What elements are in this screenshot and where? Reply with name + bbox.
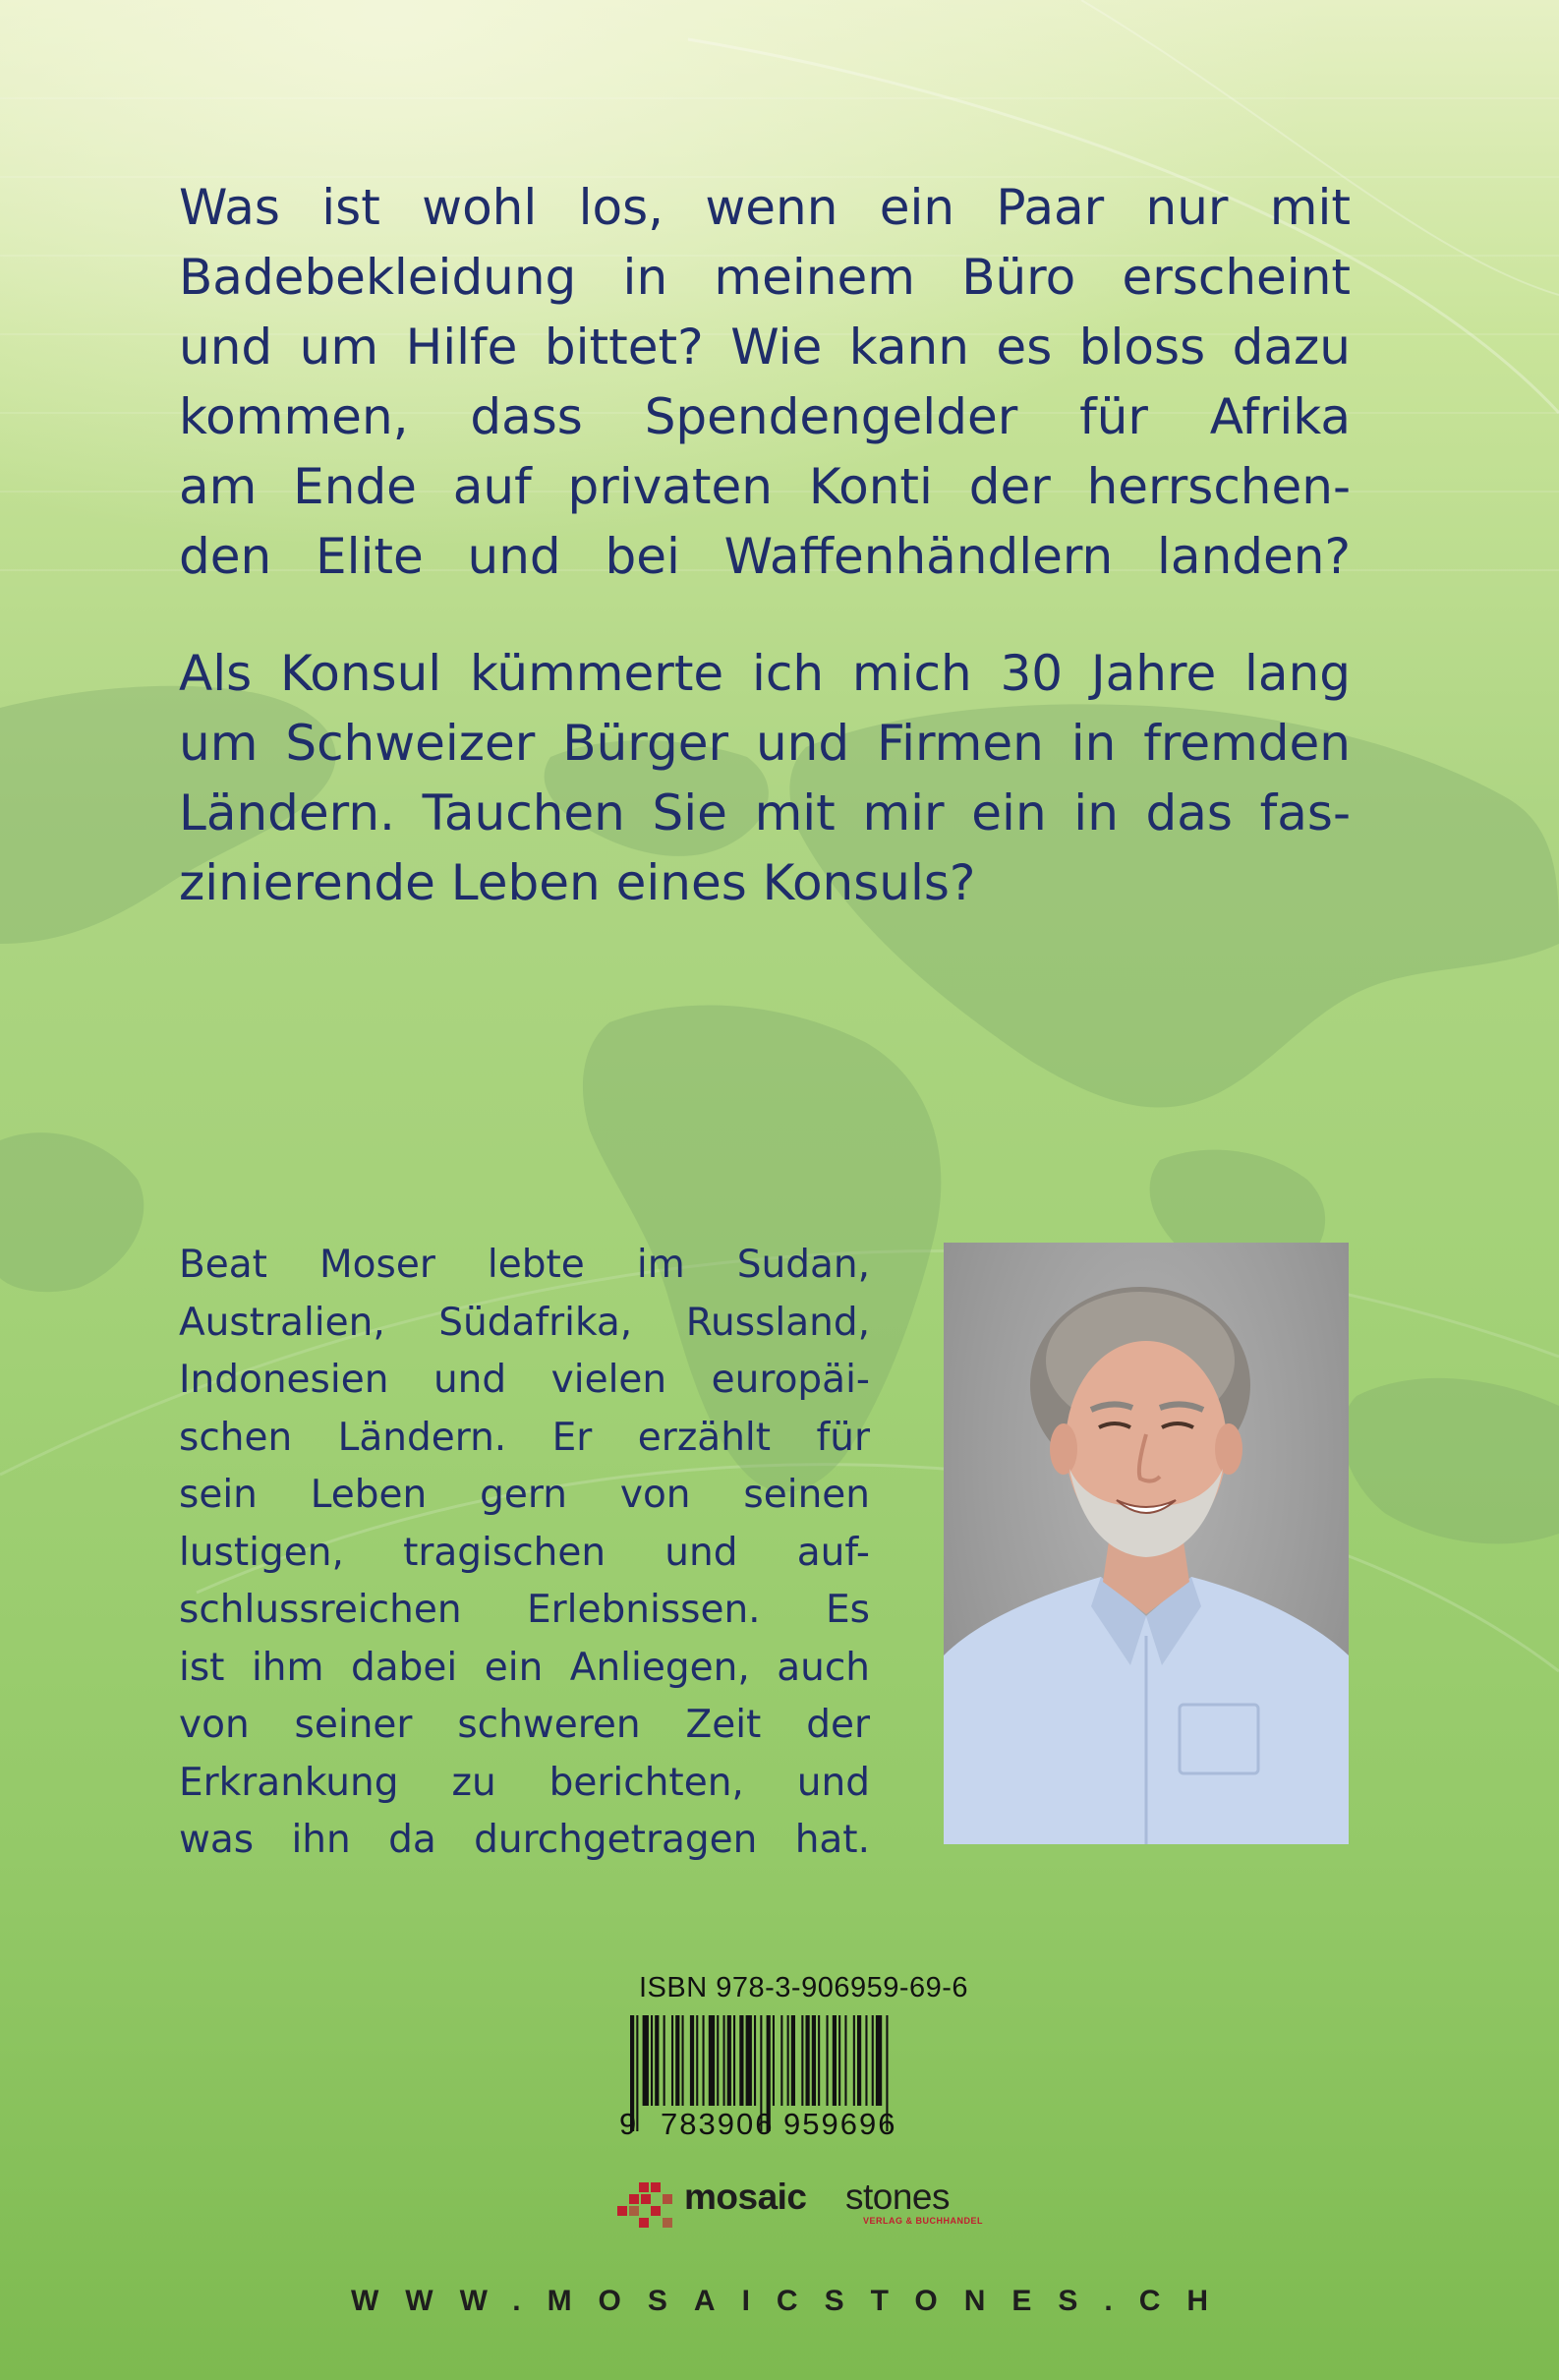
bio-line: Beat Moser lebte im Sudan, — [179, 1243, 870, 1287]
bio-line: lustigen, tragischen und auf- — [179, 1530, 870, 1575]
bio-line: schen Ländern. Er erzählt für — [179, 1415, 870, 1460]
publisher-tagline: VERLAG & BUCHHANDEL — [863, 2216, 983, 2226]
blurb1-line: den Elite und bei Waffenhändlern landen? — [179, 528, 1351, 585]
publisher-name-bold: mosaic — [684, 2177, 807, 2217]
barcode-lead-digit: 9 — [619, 2107, 639, 2141]
bio-line: was ihn da durchgetragen hat. — [179, 1818, 870, 1862]
website-url[interactable]: WWW.MOSAICSTONES.CH — [350, 2285, 1236, 2317]
isbn-label: ISBN 978-3-906959-69-6 — [639, 1972, 969, 2003]
bio-line: sein Leben gern von seinen — [179, 1473, 870, 1517]
bio-line: ist ihm dabei ein Anliegen, auch — [179, 1645, 870, 1690]
blurb-paragraph-1 — [179, 173, 1351, 592]
mosaic-squares-icon — [617, 2182, 674, 2230]
blurb2-line: Ländern. Tauchen Sie mit mir ein in das fas- — [179, 784, 1351, 842]
bio-line: von seiner schweren Zeit der — [179, 1703, 870, 1747]
blurb2-line: um Schweizer Bürger und Firmen in fremden — [179, 715, 1351, 772]
blurb-paragraph-2 — [179, 639, 1351, 918]
blurb1-line: und um Hilfe bittet? Wie kann es bloss dazu — [179, 319, 1351, 376]
blurb2-line: zinierende Leben eines Konsuls? — [179, 854, 976, 911]
barcode-digits-left: 783906 — [661, 2107, 775, 2141]
blurb1-line: Was ist wohl los, wenn ein Paar nur mit — [179, 179, 1351, 236]
blurb1-line: am Ende auf privaten Konti der herrschen- — [179, 458, 1351, 515]
bio-line: Indonesien und vielen europäi- — [179, 1358, 870, 1402]
author-bio — [179, 1237, 870, 1870]
publisher-name-light: stones — [845, 2177, 951, 2217]
bio-line: schlussreichen Erlebnissen. Es — [179, 1588, 870, 1632]
bio-line: Australien, Südafrika, Russland, — [179, 1300, 870, 1345]
blurb1-line: Badebekleidung in meinem Büro erscheint — [179, 249, 1351, 306]
blurb1-line: kommen, dass Spendengelder für Afrika — [179, 388, 1351, 445]
blurb2-line: Als Konsul kümmerte ich mich 30 Jahre lang — [179, 645, 1351, 702]
bio-line: Erkrankung zu berichten, und — [179, 1760, 870, 1805]
author-photo — [944, 1243, 1349, 1844]
barcode-digits-right: 959696 — [783, 2107, 897, 2141]
